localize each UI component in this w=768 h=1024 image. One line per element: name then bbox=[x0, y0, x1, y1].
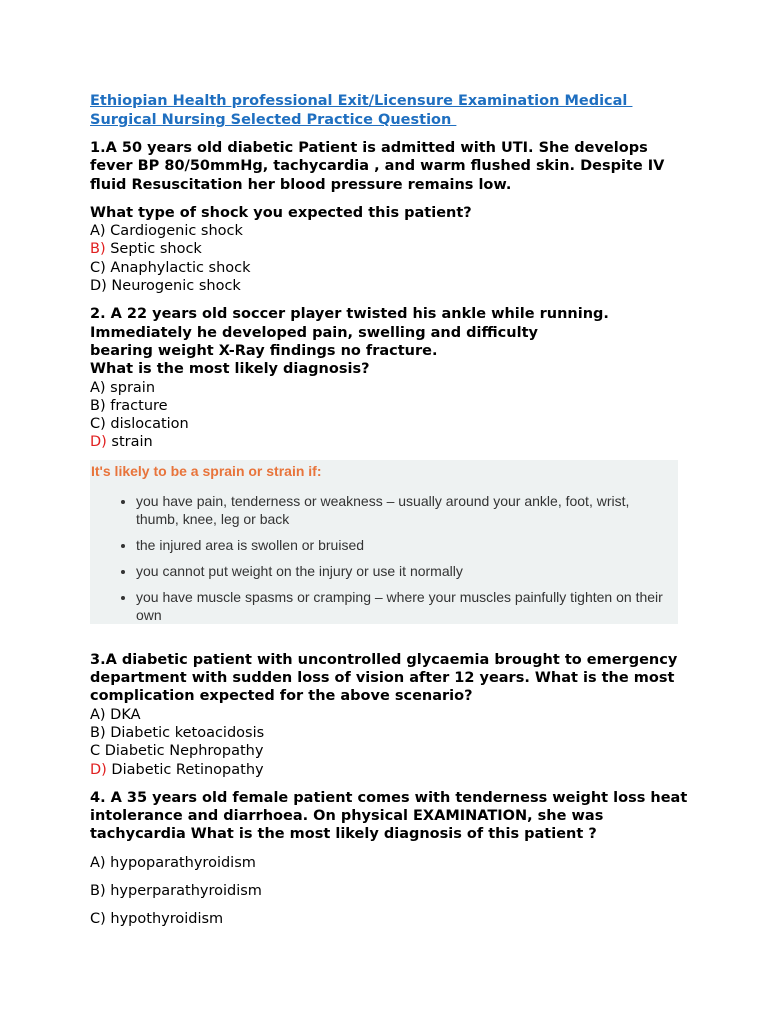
info-box-item: • you cannot put weight on the injury or use it normally bbox=[136, 562, 678, 580]
info-box-item: • you have pain, tenderness or weakness – usually around your ankle, foot, wrist, thumb, knee, leg or back bbox=[136, 492, 678, 528]
option-1a: A) Cardiogenic shock bbox=[90, 223, 243, 240]
option-1c: C) Anaphylactic shock bbox=[90, 259, 251, 276]
answer-marker: B) bbox=[90, 241, 106, 258]
answer-marker: D) bbox=[90, 761, 107, 778]
option-2d-answer: D) strain bbox=[90, 434, 153, 451]
option-3c: C Diabetic Nephropathy bbox=[90, 743, 264, 760]
question-1-stem: 1.A 50 years old diabetic Patient is admitted with UTI. She develops fever BP 80/50mmHg, tachycardia , and warm flushed skin. Despite IV fluid Resuscitation her blood pressure remains low. bbox=[90, 140, 665, 193]
document-title-link[interactable]: Ethiopian Health professional Exit/Licensure Examination Medical Surgical Nursing Selected Practice Question bbox=[90, 93, 628, 128]
info-box-list bbox=[90, 492, 678, 624]
option-4c: C) hypothyroidism bbox=[90, 911, 224, 928]
option-3a: A) DKA bbox=[90, 706, 141, 723]
option-4a: A) hypoparathyroidism bbox=[90, 854, 256, 871]
question-3-stem: 3.A diabetic patient with uncontrolled glycaemia brought to emergency department with sudden loss of vision after 12 years. What is the most complication expected for the above scenario? bbox=[90, 651, 678, 705]
question-4 bbox=[90, 789, 690, 929]
sprain-strain-info-box bbox=[90, 460, 678, 624]
question-2-prompt: What is the most likely diagnosis? bbox=[90, 361, 370, 378]
question-1-prompt: What type of shock you expected this patient? bbox=[90, 204, 472, 221]
option-3d-answer: D) Diabetic Retinopathy bbox=[90, 761, 264, 778]
info-box-item: • the injured area is swollen or bruised bbox=[136, 536, 678, 554]
option-1b-answer: B) Septic shock bbox=[90, 241, 202, 258]
answer-marker: D) bbox=[90, 434, 107, 451]
question-2-line-2: Immediately he developed pain, swelling and difficulty bbox=[90, 324, 538, 341]
question-1 bbox=[90, 139, 690, 295]
question-2-line-1: 2. A 22 years old soccer player twisted his ankle while running. bbox=[90, 306, 609, 323]
option-4b: B) hyperparathyroidism bbox=[90, 883, 262, 900]
question-2 bbox=[90, 305, 690, 451]
question-3 bbox=[90, 651, 690, 779]
info-box-heading: It's likely to be a sprain or strain if: bbox=[91, 462, 322, 479]
question-4-stem: 4. A 35 years old female patient comes with tenderness weight loss heat intolerance and diarrhoea. On physical EXAMINATION, she was tachycardia What is the most likely diagnosis of this patient ? bbox=[90, 789, 688, 843]
option-2c: C) dislocation bbox=[90, 416, 189, 433]
option-3b: B) Diabetic ketoacidosis bbox=[90, 724, 265, 741]
document-page bbox=[90, 92, 690, 929]
question-2-line-3: bearing weight X-Ray findings no fracture. bbox=[90, 342, 438, 359]
option-2b: B) fracture bbox=[90, 397, 168, 414]
option-1d: D) Neurogenic shock bbox=[90, 278, 241, 295]
info-box-item: • you have muscle spasms or cramping – where your muscles painfully tighten on their own bbox=[136, 588, 678, 624]
option-2a: A) sprain bbox=[90, 379, 156, 396]
